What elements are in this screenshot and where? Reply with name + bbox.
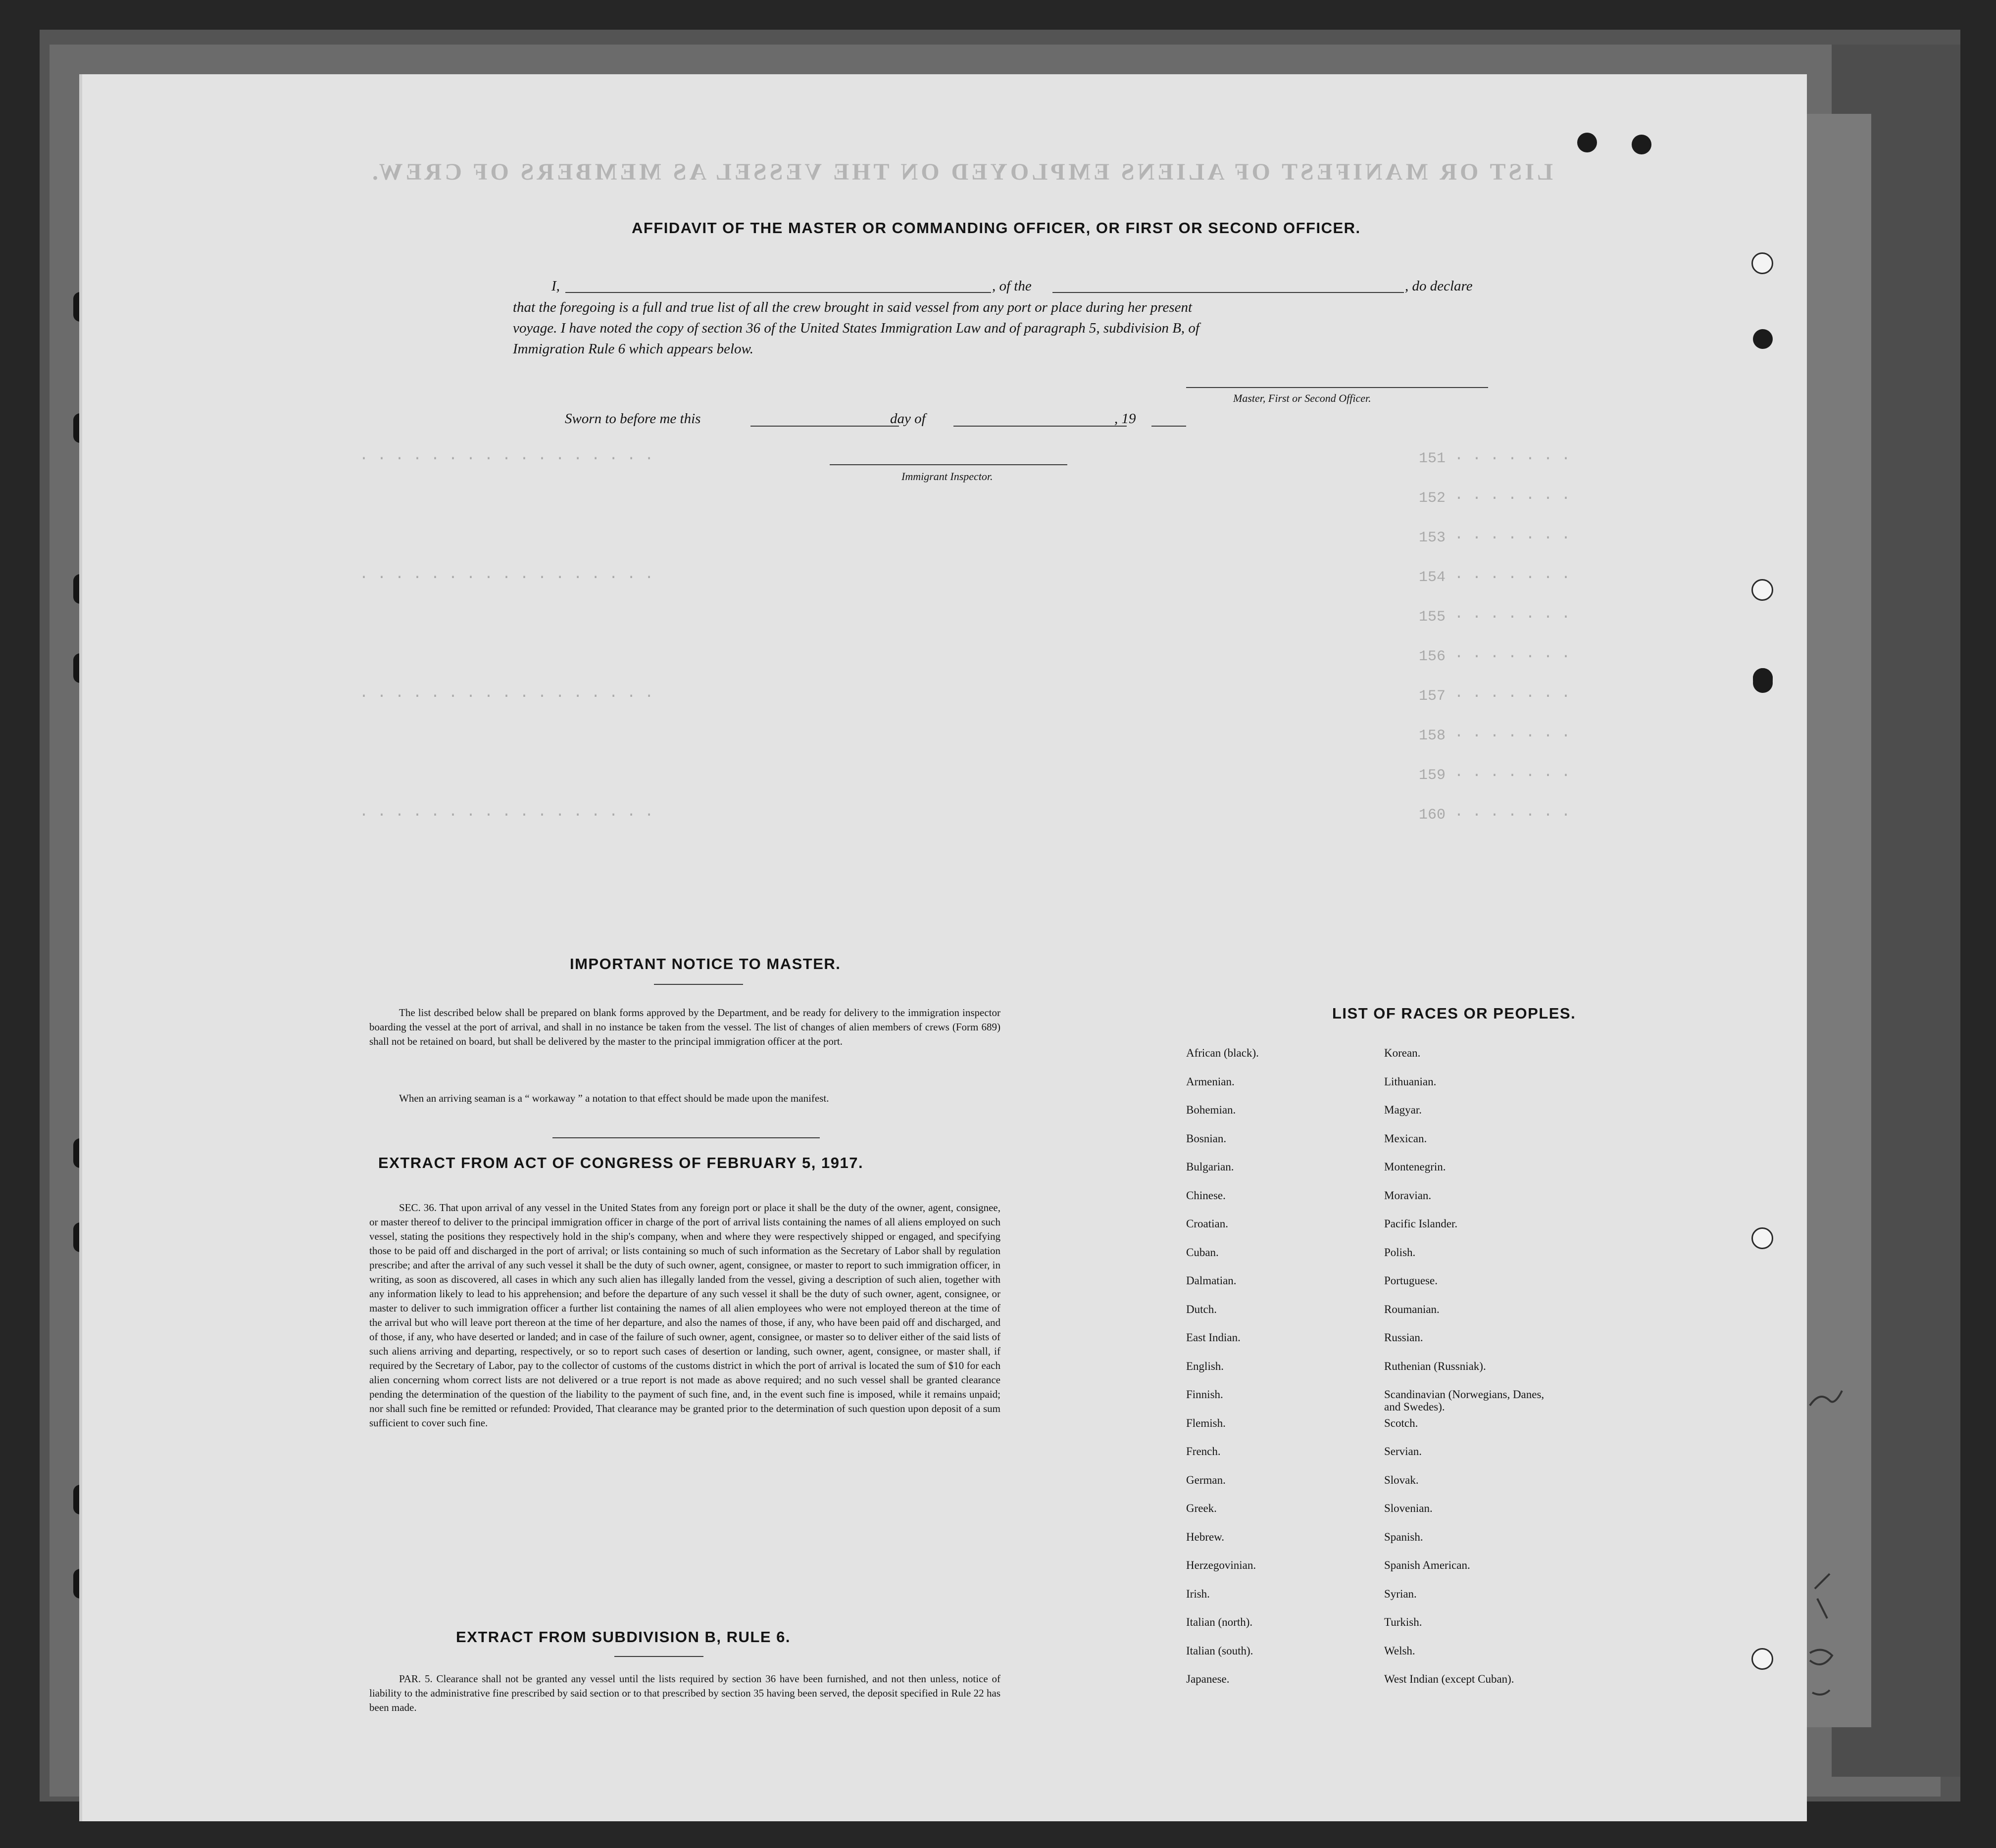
race-item: Dalmatian. <box>1186 1274 1237 1287</box>
race-item: Slovenian. <box>1384 1502 1433 1514</box>
race-item: Syrian. <box>1384 1587 1417 1600</box>
punch-hole <box>1577 133 1597 152</box>
race-item: Spanish American. <box>1384 1559 1470 1571</box>
race-item: Finnish. <box>1186 1388 1223 1401</box>
notice-paragraph-1: The list described below shall be prepared on blank forms approved by the Department, and be ready for delivery to the immigration inspector boarding the vessel at the port of arrival, and shall in no instance be taken from the vessel. The list of changes of alien members of crews (Form 689) shall not be retained on board, but shall be delivered by the master to the principal immigration officer at the port. <box>369 1007 1000 1047</box>
race-item: Magyar. <box>1384 1104 1422 1116</box>
race-item: German. <box>1186 1473 1226 1486</box>
race-item: Welsh. <box>1384 1644 1415 1657</box>
race-item: Russian. <box>1384 1331 1423 1344</box>
name-blank <box>565 292 991 293</box>
extract-rule-title: EXTRACT FROM SUBDIVISION B, RULE 6. <box>456 1628 791 1646</box>
race-item: Scotch. <box>1384 1416 1418 1429</box>
bleed-through-row: 152 · · · · · · · <box>1419 490 1571 507</box>
race-item: Montenegrin. <box>1384 1161 1446 1173</box>
extract-act-title: EXTRACT FROM ACT OF CONGRESS OF FEBRUARY 5, 1917. <box>378 1154 864 1171</box>
punch-hole <box>1632 135 1651 154</box>
race-item: Italian (south). <box>1186 1644 1253 1657</box>
race-item: East Indian. <box>1186 1331 1241 1344</box>
race-item: Armenian. <box>1186 1075 1235 1088</box>
affidavit-line4: Immigration Rule 6 which appears below. <box>513 341 753 357</box>
punch-hole <box>1751 579 1773 601</box>
extract-act-text: SEC. 36. That upon arrival of any vessel in the United States from any foreign port or place it shall be the duty of the owner, agent, consignee, or master thereof to deliver to the principal immigration officer in charge of the port of arrival lists containing the names of all aliens employed on such vessel, stating the positions they respectively hold in the ship's company, when and where they were respectively shipped or engaged, and specifying those to be paid off and discharged in the port of arrival; or lists containing so much of such information as the Secretary of Labor shall by regulation prescribe; and after the arrival of any such vessel it shall be the duty of such owner, agent, consignee, or master to report to such immigration officer, in writing, as soon as discovered, all cases in which any such alien has illegally landed from the vessel, giving a description of such alien, together with any information likely to lead to his apprehension; and before the departure of any such vessel it shall be the duty of such owner, agent, consignee, or master to deliver to such immigration officer a further list containing the names of all alien employees who were not employed thereon at the time of the arrival but who will leave port thereon at the time of her departure, and also the names of those, if any, who have been paid off and discharged, and of those, if any, who have deserted or landed; and in case of the failure of such owner, agent, consignee, or master so to deliver either of the said lists of such aliens arriving and departing, respectively, or so to report such cases of desertion or landing, such owner, agent, consignee, or master shall, if required by the Secretary of Labor, pay to the collector of customs of the customs district in which the port of arrival is located the sum of $10 for each alien concerning whom correct lists are not delivered or a true report is not made as above required; and no such vessel shall be granted clearance pending the determination of the question of the liability to the payment of such fine, and, in the event such fine is imposed, while it remains unpaid; nor shall such fine be remitted or refunded: Provided, That clearance may be granted prior to the determination of such question upon deposit of a sum sufficient to cover such fine. <box>369 1202 1000 1429</box>
bleed-through-header: LIST OR MANIFEST OF ALIENS EMPLOYED ON THE VESSEL AS MEMBERS OF CREW. <box>369 159 1553 185</box>
race-item: Herzegovinian. <box>1186 1559 1256 1571</box>
punch-hole <box>1753 329 1773 349</box>
affidavit-line3: voyage. I have noted the copy of section 36 of the United States Immigration Law and of paragraph 5, subdivision B, of <box>513 320 1199 336</box>
vessel-blank <box>1052 292 1404 293</box>
notice-rule <box>654 984 743 985</box>
bleed-through-row: 159 · · · · · · · <box>1419 767 1571 784</box>
bleed-through-row: 157 · · · · · · · <box>1419 688 1571 705</box>
day-blank <box>750 426 899 427</box>
punch-hole <box>1751 252 1773 274</box>
bleed-through-row: 158 · · · · · · · <box>1419 728 1571 744</box>
bleed-through-row: 151 · · · · · · · <box>1419 450 1571 467</box>
bleed-through-row: · · · · · · · · · · · · · · · · · <box>359 688 654 705</box>
race-item: Turkish. <box>1384 1616 1422 1628</box>
race-item: French. <box>1186 1445 1221 1458</box>
signature-label: Master, First or Second Officer. <box>1233 392 1371 404</box>
year-blank <box>1151 426 1186 427</box>
race-item: Roumanian. <box>1384 1303 1440 1315</box>
race-item: African (black). <box>1186 1047 1259 1059</box>
races-left-column <box>1186 1047 1259 1702</box>
punch-hole <box>1753 673 1773 693</box>
bleed-through-row: 153 · · · · · · · <box>1419 530 1571 546</box>
sworn-day: day of <box>890 411 926 427</box>
inspector-label: Immigrant Inspector. <box>901 470 993 483</box>
race-item: Bulgarian. <box>1186 1161 1234 1173</box>
affidavit-line1-mid: , of the <box>992 278 1032 294</box>
bleed-through-row: 155 · · · · · · · <box>1419 609 1571 626</box>
race-item: Bosnian. <box>1186 1132 1227 1145</box>
bleed-through-row: · · · · · · · · · · · · · · · · · <box>359 807 654 824</box>
notice-title: IMPORTANT NOTICE TO MASTER. <box>570 955 841 973</box>
sworn-text: Sworn to before me this <box>565 411 701 427</box>
bleed-through-row: 154 · · · · · · · <box>1419 569 1571 586</box>
bleed-through-row: 156 · · · · · · · <box>1419 648 1571 665</box>
race-item: Mexican. <box>1384 1132 1427 1145</box>
notice-paragraph-2: When an arriving seaman is a “ workaway ” a notation to that effect should be made upon the manifest. <box>399 1092 829 1104</box>
race-item: Pacific Islander. <box>1384 1217 1458 1230</box>
handwritten-margin-marks <box>1805 1376 1845 1811</box>
rule-title-underline <box>614 1656 703 1657</box>
punch-hole <box>1751 1648 1773 1670</box>
race-item: Polish. <box>1384 1246 1416 1259</box>
document-page <box>79 74 1807 1821</box>
races-right-column <box>1384 1047 1562 1702</box>
race-item: Spanish. <box>1384 1530 1423 1543</box>
race-item: Servian. <box>1384 1445 1422 1458</box>
race-item: Croatian. <box>1186 1217 1228 1230</box>
affidavit-title: AFFIDAVIT OF THE MASTER OR COMMANDING OFFICER, OR FIRST OR SECOND OFFICER. <box>632 219 1361 237</box>
race-item: Ruthenian (Russniak). <box>1384 1360 1486 1372</box>
race-item: Cuban. <box>1186 1246 1219 1259</box>
race-item: Moravian. <box>1384 1189 1432 1202</box>
affidavit-line2: that the foregoing is a full and true list of all the crew brought in said vessel from any port or place during her present <box>513 299 1193 315</box>
bleed-through-row: · · · · · · · · · · · · · · · · · <box>359 569 654 586</box>
race-item: Lithuanian. <box>1384 1075 1437 1088</box>
race-item: English. <box>1186 1360 1224 1372</box>
race-item: Irish. <box>1186 1587 1210 1600</box>
race-item: Flemish. <box>1186 1416 1226 1429</box>
races-title: LIST OF RACES OR PEOPLES. <box>1332 1005 1576 1022</box>
affidavit-line1-end: , do declare <box>1405 278 1473 294</box>
month-blank <box>953 426 1127 427</box>
race-item: Dutch. <box>1186 1303 1217 1315</box>
race-item: Portuguese. <box>1384 1274 1438 1287</box>
race-item: Japanese. <box>1186 1673 1230 1685</box>
punch-hole <box>1751 1227 1773 1249</box>
bleed-through-row: 160 · · · · · · · <box>1419 807 1571 824</box>
affidavit-line1-start: I, <box>551 278 560 294</box>
sworn-year: , 19 <box>1114 411 1136 427</box>
inspector-line <box>830 464 1067 465</box>
race-item: Hebrew. <box>1186 1530 1225 1543</box>
race-item: Slovak. <box>1384 1473 1419 1486</box>
race-item: Chinese. <box>1186 1189 1226 1202</box>
extract-rule-text: PAR. 5. Clearance shall not be granted any vessel until the lists required by section 36 have been furnished, and not then unless, notice of liability to the administrative fine prescribed by said section or to that prescribed by section 35 having been served, the deposit specified in Rule 22 has been made. <box>369 1673 1000 1713</box>
bleed-through-row: · · · · · · · · · · · · · · · · · <box>359 450 654 467</box>
signature-line <box>1186 387 1488 388</box>
race-item: Italian (north). <box>1186 1616 1253 1628</box>
race-item: Greek. <box>1186 1502 1217 1514</box>
section-divider <box>552 1137 820 1138</box>
race-item: West Indian (except Cuban). <box>1384 1673 1514 1685</box>
race-item: Korean. <box>1384 1047 1421 1059</box>
race-item: Bohemian. <box>1186 1104 1236 1116</box>
race-item: Scandinavian (Norwegians, Danes, and Swedes). <box>1384 1388 1545 1413</box>
